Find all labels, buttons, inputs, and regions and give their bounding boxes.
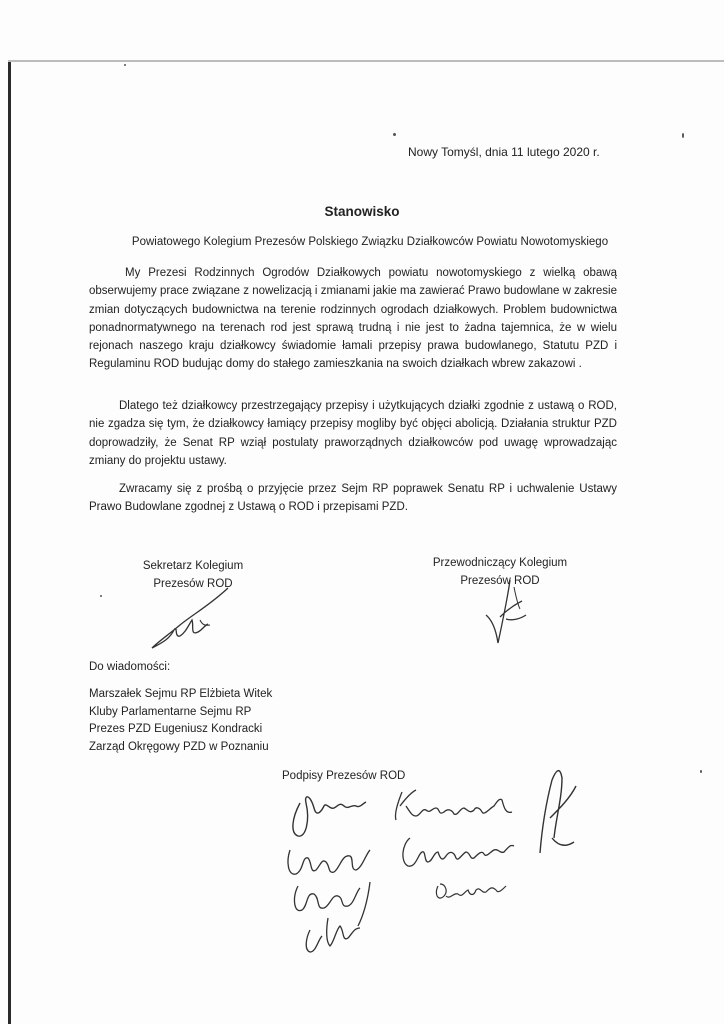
secretary-title: Sekretarz Kolegium <box>142 560 244 572</box>
body-paragraph: Zwracamy się z prośbą o przyjęcie przez Sejm RP poprawek Senatu RP i uchwalenie Ustawy Prawo Budowlane zgodnej z Ustawą o ROD i przepisami PZD. <box>89 483 617 514</box>
chairman-handwritten-signature <box>470 575 540 650</box>
chairman-title: Przewodniczący Kolegium <box>432 557 568 569</box>
body-paragraph: Dlatego też działkowcy przestrzegający przepisy i użytkujących działki zgodnie z ustawą o ROD, nie zgadza się tym, że działkowcy łamiący przepisy mogliby być objęci abolicją. Działania struktur PZD doprowadziły, że Senat RP wziął postulaty praworządnych działkowców pod uwagę wprowadzając zmiany do projektu ustawy. <box>89 400 617 467</box>
scan-top-edge <box>8 60 724 62</box>
scan-speck <box>682 133 684 138</box>
scan-speck <box>393 133 396 136</box>
cc-recipient: Marszałek Sejmu RP Elżbieta Witek <box>89 688 273 700</box>
cc-heading: Do wiadomości: <box>89 661 171 673</box>
place-and-date: Nowy Tomyśl, dnia 11 lutego 2020 r. <box>408 145 600 159</box>
presidents-handwritten-signatures <box>270 758 590 958</box>
body-paragraph: My Prezesi Rodzinnych Ogrodów Działkowych powiatu nowotomyskiego z wielką obawą obserwujemy prace związane z nowelizacją i zmianami jakie ma zawierać Prawo budowlane w zakresie zmian dotyczących budownictwa na terenie rodzinnych ogrodach działkowych. Problem budownictwa ponadnormatywnego na terenach rod jest sprawą trudną i nie jest to żadna tajemnica, że w wielu rejonach naszego kraju działkowcy świadomie łamali przepisy prawa budowlanego, Statutu PZD i Regulaminu ROD budując domy do stałego zamieszkania na swoich działkach wbrew zakazowi . <box>89 267 617 371</box>
cc-recipient: Kluby Parlamentarne Sejmu RP <box>89 705 252 718</box>
scan-speck <box>124 64 126 66</box>
cc-recipient-list <box>89 686 272 756</box>
scan-speck <box>700 770 702 773</box>
scan-speck <box>100 595 102 597</box>
cc-recipient: Zarząd Okręgowy PZD w Poznaniu <box>89 740 269 753</box>
secretary-handwritten-signature <box>140 580 240 660</box>
chairman-subtitle: Prezesów ROD <box>460 575 540 587</box>
secretary-subtitle: Prezesów ROD <box>153 578 233 590</box>
document-subtitle: Powiatowego Kolegium Prezesów Polskiego Związku Działkowców Powiatu Nowotomyskiego <box>131 236 609 248</box>
document-title: Stanowisko <box>324 204 400 219</box>
signatures-heading: Podpisy Prezesów ROD <box>282 770 406 782</box>
cc-recipient: Prezes PZD Eugeniusz Kondracki <box>89 723 263 735</box>
